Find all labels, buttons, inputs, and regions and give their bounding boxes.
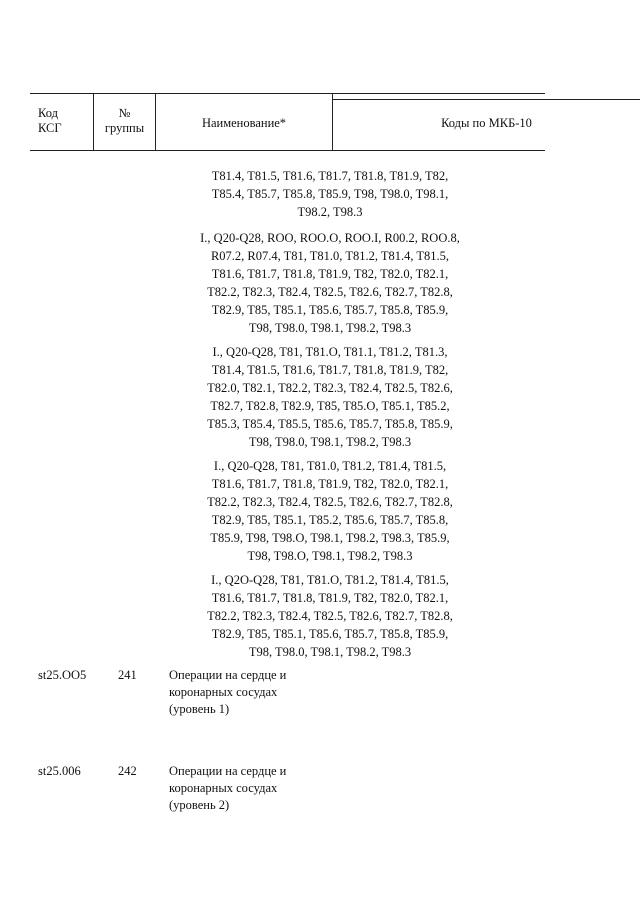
icd-code-block <box>170 457 490 565</box>
row-name-line: Операции на сердце и <box>169 764 287 778</box>
code-line: T82.7, T82.8, T82.9, T85, T85.O, T85.1, T85.2, <box>210 399 450 413</box>
header-top-rule-extension <box>332 99 640 100</box>
header-top-rule <box>30 93 545 94</box>
code-line: T82.2, T82.3, T82.4, T82.5, T82.6, T82.7, T82.8, <box>207 609 453 623</box>
code-line: T82.9, T85, T85.1, T85.6, T85.7, T85.8, T85.9, <box>211 627 449 641</box>
code-line: T85.3, T85.4, T85.5, T85.6, T85.7, T85.8, T85.9, <box>207 417 453 431</box>
code-line: T81.6, T81.7, T81.8, T81.9, T82, T82.0, T82.1, <box>211 477 449 491</box>
code-line: T98, T98.0, T98.1, T98.2, T98.3 <box>248 435 412 449</box>
header-code-ksg <box>38 106 92 136</box>
row-name <box>169 667 329 718</box>
row-group-number: 242 <box>118 764 137 778</box>
row-group-number: 241 <box>118 668 137 682</box>
code-line: I., Q20-Q28, T81, T81.O, T81.1, T81.2, T81.3, <box>212 345 448 359</box>
code-line: T98, T98.O, T98.1, T98.2, T98.3 <box>247 549 413 563</box>
header-name-text: Наименование* <box>201 116 287 130</box>
icd-code-block <box>170 229 490 337</box>
code-line: T82.0, T82.1, T82.2, T82.3, T82.4, T82.5, T82.6, <box>207 381 453 395</box>
header-icd-codes <box>333 116 640 131</box>
code-line: T85.9, T98, T98.O, T98.1, T98.2, T98.3, T85.9, <box>210 531 450 545</box>
code-line: T85.4, T85.7, T85.8, T85.9, T98, T98.0, T98.1, <box>211 187 449 201</box>
header-name <box>156 116 332 131</box>
code-line: T81.4, T81.5, T81.6, T81.7, T81.8, T81.9, T82, <box>211 363 449 377</box>
code-line: I., Q2O-Q28, T81, T81.O, T81.2, T81.4, T81.5, <box>211 573 449 587</box>
header-icd-text: Коды по МКБ-10 <box>441 116 532 130</box>
code-line: T98, T98.0, T98.1, T98.2, T98.3 <box>248 645 412 659</box>
row-name-line: коронарных сосудах <box>169 685 278 699</box>
code-line: T98, T98.0, T98.1, T98.2, T98.3 <box>248 321 412 335</box>
icd-code-block <box>170 571 490 661</box>
header-code-line-2: КСГ <box>38 121 62 135</box>
code-line: R07.2, R07.4, T81, T81.0, T81.2, T81.4, T81.5, <box>210 249 450 263</box>
row-name-line: Операции на сердце и <box>169 668 287 682</box>
header-group-line-1: № <box>118 106 131 120</box>
code-line: T81.6, T81.7, T81.8, T81.9, T82, T82.0, T82.1, <box>211 267 449 281</box>
code-line: T81.4, T81.5, T81.6, T81.7, T81.8, T81.9, T82, <box>211 169 449 183</box>
row-name-line: коронарных сосудах <box>169 781 278 795</box>
code-line: T82.9, T85, T85.1, T85.6, T85.7, T85.8, T85.9, <box>211 303 449 317</box>
code-line: T98.2, T98.3 <box>297 205 363 219</box>
header-group-line-2: группы <box>104 121 145 135</box>
code-line: T82.2, T82.3, T82.4, T82.5, T82.6, T82.7, T82.8, <box>207 495 453 509</box>
row-ksg-code: st25.006 <box>38 764 81 778</box>
code-line: I., Q20-Q28, T81, T81.0, T81.2, T81.4, T81.5, <box>213 459 447 473</box>
row-name <box>169 763 329 814</box>
row-name-line: (уровень 1) <box>169 702 230 716</box>
icd-code-block <box>170 343 490 451</box>
header-code-line-1: Код <box>38 106 58 120</box>
row-name-line: (уровень 2) <box>169 798 230 812</box>
header-bottom-rule <box>30 150 545 151</box>
row-ksg-code: st25.OO5 <box>38 668 87 682</box>
code-line: T81.6, T81.7, T81.8, T81.9, T82, T82.0, T82.1, <box>211 591 449 605</box>
code-line: T82.9, T85, T85.1, T85.2, T85.6, T85.7, T85.8, <box>211 513 449 527</box>
code-line: I., Q20-Q28, ROO, ROO.O, ROO.I, R00.2, ROO.8, <box>200 231 460 245</box>
code-line: T82.2, T82.3, T82.4, T82.5, T82.6, T82.7, T82.8, <box>207 285 453 299</box>
icd-code-block <box>170 167 490 221</box>
header-group-number <box>94 106 155 136</box>
